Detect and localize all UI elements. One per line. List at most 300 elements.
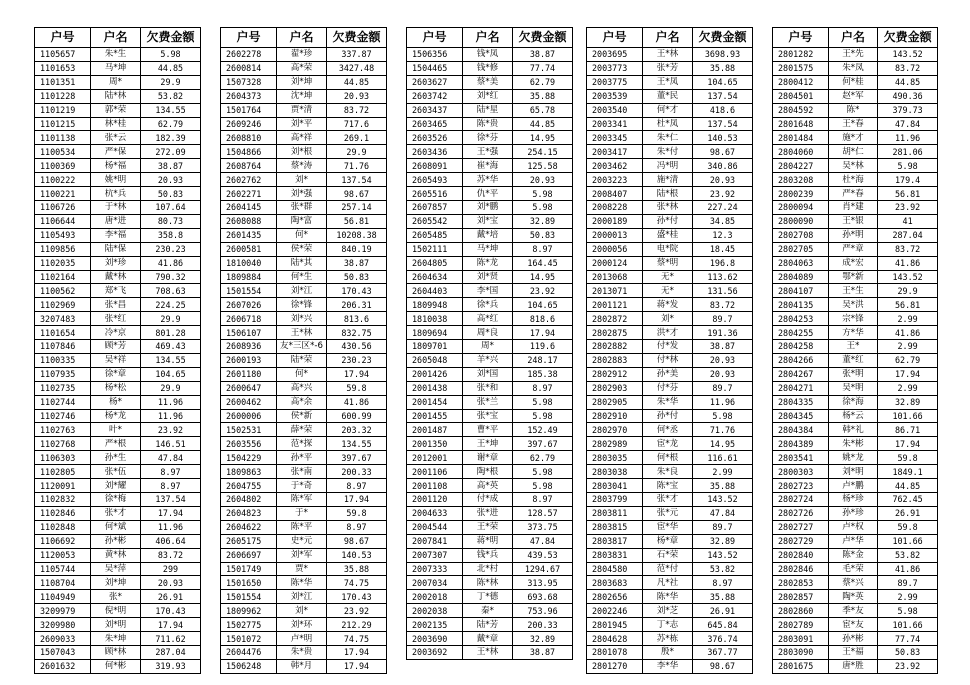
arrears-table-5 xyxy=(772,27,938,674)
account-name-cell: 徐*梅 xyxy=(91,493,141,507)
account-no-cell: 1106644 xyxy=(35,214,91,228)
arrears-amount-cell: 44.85 xyxy=(327,75,387,89)
account-no-cell: 1107935 xyxy=(35,367,91,381)
account-name-cell: 刘*江 xyxy=(277,590,327,604)
table-row xyxy=(773,270,938,284)
arrears-amount-cell: 44.85 xyxy=(141,61,201,75)
account-no-cell: 2804227 xyxy=(773,159,829,173)
account-name-cell: 严*保 xyxy=(91,145,141,159)
account-no-cell: 2607026 xyxy=(221,298,277,312)
account-no-cell: 1102832 xyxy=(35,493,91,507)
account-name-cell: 高*红 xyxy=(463,312,513,326)
arrears-amount-cell: 17.94 xyxy=(878,367,938,381)
account-name-cell: 杨*福 xyxy=(91,159,141,173)
account-no-cell: 2801945 xyxy=(587,618,643,632)
table-row xyxy=(35,493,201,507)
arrears-amount-cell: 47.84 xyxy=(141,451,201,465)
account-no-cell: 2802729 xyxy=(773,534,829,548)
arrears-amount-cell: 80.73 xyxy=(141,214,201,228)
account-name-cell: 徐*兵 xyxy=(463,298,513,312)
table-row xyxy=(587,367,753,381)
arrears-amount-cell: 47.84 xyxy=(878,117,938,131)
account-no-cell: 1101653 xyxy=(35,61,91,75)
arrears-table-1 xyxy=(34,27,201,674)
table-row xyxy=(407,75,573,89)
account-no-cell: 2002018 xyxy=(407,590,463,604)
account-name-cell: 吴*祥 xyxy=(91,353,141,367)
account-name-cell: 陆*保 xyxy=(91,242,141,256)
account-name-cell: 高*英 xyxy=(463,479,513,493)
table-row xyxy=(221,632,387,646)
table-row xyxy=(407,131,573,145)
account-name-cell: 张*红 xyxy=(91,312,141,326)
header-row xyxy=(35,28,201,48)
arrears-amount-cell: 20.93 xyxy=(693,367,753,381)
arrears-amount-cell: 74.75 xyxy=(327,576,387,590)
account-no-cell: 2002135 xyxy=(407,618,463,632)
arrears-amount-cell: 3427.48 xyxy=(327,61,387,75)
account-name-cell: 施*才 xyxy=(828,131,878,145)
account-no-cell: 2000189 xyxy=(587,214,643,228)
account-no-cell: 2802724 xyxy=(773,493,829,507)
arrears-amount-cell: 62.79 xyxy=(878,353,938,367)
account-name-cell: 郭*荣 xyxy=(91,103,141,117)
arrears-amount-cell: 227.24 xyxy=(693,200,753,214)
arrears-amount-cell: 50.83 xyxy=(327,270,387,284)
account-no-cell: 1120053 xyxy=(35,548,91,562)
arrears-amount-cell: 762.45 xyxy=(878,493,938,507)
arrears-amount-cell: 47.84 xyxy=(693,506,753,520)
arrears-amount-cell: 77.74 xyxy=(513,61,573,75)
account-name-cell: 凡*社 xyxy=(643,576,693,590)
arrears-amount-cell: 53.82 xyxy=(141,89,201,103)
account-name-cell: 鄂*新 xyxy=(828,270,878,284)
table-row xyxy=(221,395,387,409)
arrears-amount-cell: 299 xyxy=(141,562,201,576)
account-name-cell: 宦*友 xyxy=(828,618,878,632)
table-row xyxy=(587,437,753,451)
table-row xyxy=(587,381,753,395)
arrears-amount-cell: 35.88 xyxy=(693,479,753,493)
account-no-cell: 1102735 xyxy=(35,381,91,395)
table-row xyxy=(773,145,938,159)
account-name-cell: 马*坤 xyxy=(463,242,513,256)
account-name-cell: 刘*芝 xyxy=(643,604,693,618)
table-row xyxy=(773,632,938,646)
table-row xyxy=(587,298,753,312)
account-no-cell: 2003417 xyxy=(587,145,643,159)
table-row xyxy=(221,479,387,493)
arrears-amount-cell: 1294.67 xyxy=(513,562,573,576)
arrears-amount-cell: 71.76 xyxy=(327,159,387,173)
table-row xyxy=(587,340,753,354)
arrears-amount-cell: 340.86 xyxy=(693,159,753,173)
account-name-cell: 朱*华 xyxy=(643,395,693,409)
account-name-cell: 孙*付 xyxy=(643,409,693,423)
account-name-cell: 刘*明 xyxy=(828,465,878,479)
account-name-cell: 何*桂 xyxy=(828,75,878,89)
account-name-cell: 王*林 xyxy=(277,326,327,340)
table-row xyxy=(407,228,573,242)
arrears-amount-cell: 5.98 xyxy=(693,409,753,423)
arrears-amount-cell: 137.54 xyxy=(693,117,753,131)
account-name-cell: 吴*明 xyxy=(828,381,878,395)
account-name-cell: 冷*京 xyxy=(91,326,141,340)
account-no-cell: 2608936 xyxy=(221,340,277,354)
arrears-amount-cell: 14.95 xyxy=(693,437,753,451)
account-no-cell: 1502531 xyxy=(221,423,277,437)
arrears-amount-cell: 170.43 xyxy=(141,604,201,618)
table-row xyxy=(221,270,387,284)
account-name-cell: 陆*其 xyxy=(277,256,327,270)
table-row xyxy=(587,173,753,187)
table-row xyxy=(407,284,573,298)
account-name-cell: 孙*付 xyxy=(643,214,693,228)
header-row xyxy=(221,28,387,48)
header-row xyxy=(773,28,938,48)
arrears-amount-cell: 23.92 xyxy=(513,284,573,298)
table-row xyxy=(407,562,573,576)
arrears-amount-cell: 35.88 xyxy=(693,61,753,75)
account-name-cell: 朱*仁 xyxy=(643,131,693,145)
account-no-cell: 2802882 xyxy=(587,340,643,354)
account-no-cell: 2804060 xyxy=(773,145,829,159)
account-no-cell: 1504229 xyxy=(221,451,277,465)
table-row xyxy=(221,61,387,75)
table-row xyxy=(221,381,387,395)
account-no-cell: 2800239 xyxy=(773,187,829,201)
table-row xyxy=(407,451,573,465)
table-row xyxy=(773,604,938,618)
account-name-cell: 贾* xyxy=(277,562,327,576)
account-name-cell: 朱*贵 xyxy=(277,645,327,659)
arrears-amount-cell: 14.95 xyxy=(513,270,573,284)
arrears-amount-cell: 89.7 xyxy=(878,576,938,590)
account-name-cell: 侯*荣 xyxy=(277,242,327,256)
account-name-cell: 王* xyxy=(828,340,878,354)
account-name-cell: 顾*芳 xyxy=(91,340,141,354)
arrears-amount-cell: 200.33 xyxy=(327,465,387,479)
account-name-cell: 刘*国 xyxy=(463,367,513,381)
account-name-cell: 赵*军 xyxy=(828,89,878,103)
account-name-cell: 何*才 xyxy=(643,103,693,117)
table-row xyxy=(35,423,201,437)
table-row xyxy=(35,75,201,89)
arrears-amount-cell: 287.04 xyxy=(878,228,938,242)
account-name-cell: 陆*芳 xyxy=(463,618,513,632)
account-name-cell: 毛*荣 xyxy=(828,562,878,576)
account-no-cell: 2609246 xyxy=(221,117,277,131)
account-name-cell: 石*荣 xyxy=(643,548,693,562)
account-name-cell: 徐*芬 xyxy=(463,131,513,145)
arrears-amount-cell: 170.43 xyxy=(327,590,387,604)
account-no-cell: 2007307 xyxy=(407,548,463,562)
arrears-amount-cell: 203.32 xyxy=(327,423,387,437)
table-row xyxy=(35,48,201,62)
account-name-cell: 高*荣 xyxy=(277,61,327,75)
table-row xyxy=(221,284,387,298)
account-name-cell: 王*林 xyxy=(643,48,693,62)
arrears-amount-cell: 20.93 xyxy=(693,353,753,367)
table-row xyxy=(773,173,938,187)
account-no-cell: 2007333 xyxy=(407,562,463,576)
account-no-cell: 2801282 xyxy=(773,48,829,62)
table-row xyxy=(407,437,573,451)
account-name-cell: 董*民 xyxy=(643,89,693,103)
table-row xyxy=(773,479,938,493)
arrears-amount-cell: 287.04 xyxy=(141,645,201,659)
arrears-amount-cell: 32.89 xyxy=(693,534,753,548)
account-name-cell: 刘*根 xyxy=(277,145,327,159)
account-no-cell: 2600647 xyxy=(221,381,277,395)
account-no-cell: 2604802 xyxy=(221,493,277,507)
account-name-cell: 姚*龙 xyxy=(828,451,878,465)
arrears-amount-cell: 490.36 xyxy=(878,89,938,103)
table-row xyxy=(587,242,753,256)
table-row xyxy=(35,284,201,298)
arrears-amount-cell: 12.3 xyxy=(693,228,753,242)
account-name-cell: 刘*兴 xyxy=(277,312,327,326)
table-row xyxy=(35,618,201,632)
table-row xyxy=(35,395,201,409)
table-row xyxy=(407,506,573,520)
table-row xyxy=(773,437,938,451)
arrears-amount-cell: 119.6 xyxy=(513,340,573,354)
account-no-cell: 1809884 xyxy=(221,270,277,284)
account-no-cell: 2802726 xyxy=(773,506,829,520)
arrears-amount-cell: 8.97 xyxy=(141,465,201,479)
table-row xyxy=(587,131,753,145)
arrears-amount-cell: 23.92 xyxy=(878,200,938,214)
account-name-cell: 陶*富 xyxy=(277,214,327,228)
table-row xyxy=(773,409,938,423)
account-no-cell: 1506356 xyxy=(407,48,463,62)
table-row xyxy=(773,89,938,103)
table-row xyxy=(221,242,387,256)
account-name-cell: 刘*坤 xyxy=(277,75,327,89)
table-row xyxy=(407,242,573,256)
arrears-amount-cell: 59.8 xyxy=(327,381,387,395)
arrears-amount-cell: 17.94 xyxy=(327,493,387,507)
arrears-amount-cell: 152.49 xyxy=(513,423,573,437)
table-row xyxy=(773,242,938,256)
account-no-cell: 1106303 xyxy=(35,451,91,465)
table-row xyxy=(35,242,201,256)
arrears-amount-cell: 379.73 xyxy=(878,103,938,117)
arrears-amount-cell: 2.99 xyxy=(878,381,938,395)
account-name-cell: 张*伍 xyxy=(91,465,141,479)
arrears-amount-cell: 41.86 xyxy=(878,256,938,270)
account-no-cell: 1102744 xyxy=(35,395,91,409)
table-row xyxy=(407,632,573,646)
arrears-amount-cell: 116.61 xyxy=(693,451,753,465)
arrears-amount-cell: 134.55 xyxy=(141,103,201,117)
account-no-header: 户号 xyxy=(35,28,91,48)
account-no-cell: 3209979 xyxy=(35,604,91,618)
table-row xyxy=(35,381,201,395)
table-row xyxy=(407,604,573,618)
table-row xyxy=(221,75,387,89)
arrears-amount-cell: 272.09 xyxy=(141,145,201,159)
account-name-cell: 张*群 xyxy=(277,200,327,214)
account-name-cell: 戴*培 xyxy=(463,228,513,242)
table-row xyxy=(221,562,387,576)
account-name-cell: 朱*坤 xyxy=(91,632,141,646)
account-no-cell: 2800412 xyxy=(773,75,829,89)
account-no-cell: 2802727 xyxy=(773,520,829,534)
account-name-cell: 张*昌 xyxy=(91,298,141,312)
table-row xyxy=(407,298,573,312)
account-no-cell: 3207483 xyxy=(35,312,91,326)
arrears-amount-cell: 44.85 xyxy=(878,479,938,493)
account-no-cell: 2604823 xyxy=(221,506,277,520)
table-row xyxy=(35,131,201,145)
table-row xyxy=(407,200,573,214)
table-row xyxy=(35,159,201,173)
account-no-cell: 2603627 xyxy=(407,75,463,89)
account-name-cell: 陶*英 xyxy=(828,590,878,604)
table-row xyxy=(773,159,938,173)
arrears-amount-cell: 77.74 xyxy=(878,632,938,646)
account-name-cell: 宦*龙 xyxy=(643,437,693,451)
account-name-cell: 陈*军 xyxy=(277,493,327,507)
account-name-cell: 蔡*兴 xyxy=(828,576,878,590)
table-row xyxy=(35,437,201,451)
arrears-amount-header: 欠费金额 xyxy=(878,28,938,48)
table-row xyxy=(35,562,201,576)
account-no-cell: 2600193 xyxy=(221,353,277,367)
arrears-amount-cell: 23.92 xyxy=(327,604,387,618)
arrears-amount-cell: 717.6 xyxy=(327,117,387,131)
table-row xyxy=(773,645,938,659)
table-row xyxy=(35,353,201,367)
account-name-header: 户名 xyxy=(463,28,513,48)
arrears-amount-cell: 11.96 xyxy=(878,131,938,145)
account-name-cell: 于*林 xyxy=(91,200,141,214)
table-row xyxy=(773,48,938,62)
account-name-cell: 高*兴 xyxy=(277,381,327,395)
account-name-cell: 刘* xyxy=(277,604,327,618)
arrears-amount-cell: 319.93 xyxy=(141,659,201,673)
arrears-amount-cell: 20.93 xyxy=(513,173,573,187)
account-name-cell: 郑*飞 xyxy=(91,284,141,298)
account-no-cell: 2802723 xyxy=(773,479,829,493)
arrears-amount-cell: 8.97 xyxy=(141,479,201,493)
account-no-cell: 2804335 xyxy=(773,395,829,409)
account-no-cell: 2007841 xyxy=(407,534,463,548)
table-row xyxy=(35,409,201,423)
account-no-cell: 1102768 xyxy=(35,437,91,451)
table-row xyxy=(407,214,573,228)
arrears-amount-cell: 137.54 xyxy=(327,173,387,187)
arrears-amount-cell: 29.9 xyxy=(878,284,938,298)
account-no-cell: 2800303 xyxy=(773,465,829,479)
table-row xyxy=(773,103,938,117)
account-no-cell: 1105744 xyxy=(35,562,91,576)
account-name-cell: 洪*才 xyxy=(643,326,693,340)
account-no-cell: 2601180 xyxy=(221,367,277,381)
account-name-cell: 张*云 xyxy=(91,131,141,145)
table-row xyxy=(407,312,573,326)
arrears-amount-cell: 373.75 xyxy=(513,520,573,534)
account-name-cell: 周*良 xyxy=(463,326,513,340)
table-row xyxy=(587,145,753,159)
arrears-amount-cell: 29.9 xyxy=(141,312,201,326)
account-name-cell: 王*春 xyxy=(828,117,878,131)
account-name-cell: 陈*金 xyxy=(828,548,878,562)
table-row xyxy=(587,103,753,117)
account-name-cell: 陆*林 xyxy=(91,89,141,103)
arrears-amount-cell: 134.55 xyxy=(141,353,201,367)
arrears-amount-cell: 693.68 xyxy=(513,590,573,604)
account-no-cell: 2008228 xyxy=(587,200,643,214)
arrears-amount-cell: 128.57 xyxy=(513,506,573,520)
account-no-cell: 2003539 xyxy=(587,89,643,103)
table-row xyxy=(221,117,387,131)
account-name-cell: 吴*洪 xyxy=(828,298,878,312)
table-row xyxy=(773,395,938,409)
account-no-cell: 2804258 xyxy=(773,340,829,354)
arrears-amount-cell: 26.91 xyxy=(693,604,753,618)
account-no-cell: 2804384 xyxy=(773,423,829,437)
arrears-amount-cell: 29.9 xyxy=(141,75,201,89)
account-no-cell: 2603742 xyxy=(407,89,463,103)
account-name-cell: 韩*礼 xyxy=(828,423,878,437)
table-row xyxy=(773,214,938,228)
arrears-amount-cell: 65.78 xyxy=(513,103,573,117)
table-row xyxy=(773,200,938,214)
arrears-amount-cell: 20.93 xyxy=(141,576,201,590)
account-name-cell: 卢*华 xyxy=(828,534,878,548)
arrears-amount-cell: 26.91 xyxy=(141,590,201,604)
arrears-amount-cell: 832.75 xyxy=(327,326,387,340)
table-row xyxy=(221,659,387,673)
arrears-amount-cell: 29.9 xyxy=(141,381,201,395)
arrears-amount-cell: 5.98 xyxy=(878,159,938,173)
account-no-cell: 1809962 xyxy=(221,604,277,618)
arrears-amount-cell: 2.99 xyxy=(693,465,753,479)
arrears-amount-cell: 83.72 xyxy=(878,242,938,256)
account-no-cell: 2003695 xyxy=(587,48,643,62)
table-row xyxy=(35,298,201,312)
table-row xyxy=(221,493,387,507)
table-row xyxy=(407,493,573,507)
account-no-cell: 1501650 xyxy=(221,576,277,590)
account-name-cell: 杜*凤 xyxy=(643,117,693,131)
account-name-cell: 丁*志 xyxy=(643,618,693,632)
account-name-header: 户名 xyxy=(643,28,693,48)
arrears-amount-cell: 170.43 xyxy=(327,284,387,298)
table-row xyxy=(407,145,573,159)
account-no-cell: 2802853 xyxy=(773,576,829,590)
table-row xyxy=(407,465,573,479)
arrears-amount-cell: 397.67 xyxy=(513,437,573,451)
account-name-cell: 何*根 xyxy=(643,451,693,465)
table-row xyxy=(773,659,938,673)
account-name-cell: 李*华 xyxy=(643,659,693,673)
arrears-amount-cell: 137.54 xyxy=(693,89,753,103)
account-name-cell: 张*林 xyxy=(643,200,693,214)
account-no-cell: 1102763 xyxy=(35,423,91,437)
table-row xyxy=(35,270,201,284)
account-no-cell: 1810040 xyxy=(221,256,277,270)
account-no-cell: 2803041 xyxy=(587,479,643,493)
account-name-cell: 秦* xyxy=(463,604,513,618)
arrears-amount-cell: 3698.93 xyxy=(693,48,753,62)
table-row xyxy=(221,228,387,242)
account-name-cell: 贾*清 xyxy=(277,103,327,117)
table-row xyxy=(587,493,753,507)
